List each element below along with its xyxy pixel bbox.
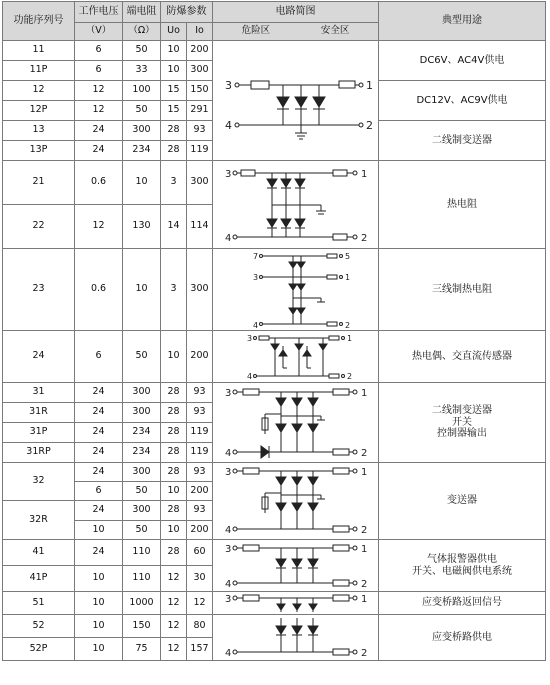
cell-voltage: 24 xyxy=(75,121,123,141)
table-row xyxy=(3,592,546,615)
circuit-g7-svg xyxy=(221,541,371,591)
cell-uo: 12 xyxy=(161,566,187,592)
cell-resist: 50 xyxy=(123,521,161,540)
cell-uo: 15 xyxy=(161,81,187,101)
cell-voltage: 12 xyxy=(75,101,123,121)
terminal-label: 2 xyxy=(360,525,367,536)
circuit-diagram-g3 xyxy=(213,249,379,331)
cell-func-no: 11 xyxy=(3,41,75,61)
cell-resist: 300 xyxy=(123,383,161,403)
cell-uo: 12 xyxy=(161,592,187,615)
circuit-g9-svg xyxy=(221,616,371,660)
header-resist-unit: （Ω） xyxy=(123,23,161,41)
cell-io: 119 xyxy=(187,141,213,161)
cell-uo: 10 xyxy=(161,521,187,540)
cell-io: 200 xyxy=(187,521,213,540)
cell-io: 300 xyxy=(187,249,213,331)
cell-voltage: 12 xyxy=(75,81,123,101)
cell-resist: 300 xyxy=(123,463,161,482)
terminal-label: 4 xyxy=(224,647,231,659)
cell-resist: 300 xyxy=(123,501,161,521)
usage-g9: 应变桥路供电 xyxy=(379,615,546,661)
cell-uo: 12 xyxy=(161,638,187,661)
cell-io: 157 xyxy=(187,638,213,661)
circuit-g4-svg xyxy=(231,332,361,382)
cell-voltage: 24 xyxy=(75,540,123,566)
terminal-label: 4 xyxy=(224,118,232,132)
cell-func-no: 13 xyxy=(3,121,75,141)
cell-resist: 75 xyxy=(123,638,161,661)
terminal-label: 2 xyxy=(344,320,350,330)
table-row xyxy=(3,615,546,638)
header-voltage-unit: （V） xyxy=(75,23,123,41)
header-io: Io xyxy=(187,23,213,41)
cell-uo: 28 xyxy=(161,383,187,403)
usage-g7-line2: 开关、电磁阀供电系统 xyxy=(412,565,512,577)
cell-func-no: 41 xyxy=(3,540,75,566)
header-hazard: 危险区 xyxy=(241,25,271,37)
cell-resist: 150 xyxy=(123,615,161,638)
cell-voltage: 10 xyxy=(75,638,123,661)
terminal-label: 3 xyxy=(252,272,258,282)
cell-voltage: 24 xyxy=(75,463,123,482)
header-params: 防爆参数 xyxy=(161,2,213,23)
cell-func-no: 24 xyxy=(3,331,75,383)
cell-resist: 50 xyxy=(123,482,161,501)
terminal-label: 4 xyxy=(224,447,231,459)
barrier-spec-table xyxy=(2,1,546,661)
terminal-label: 2 xyxy=(346,371,352,381)
cell-resist: 10 xyxy=(123,249,161,331)
cell-uo: 12 xyxy=(161,615,187,638)
terminal-label: 4 xyxy=(224,525,231,536)
cell-uo: 10 xyxy=(161,41,187,61)
header-zones xyxy=(213,23,379,41)
cell-io: 93 xyxy=(187,403,213,423)
circuit-g8-svg xyxy=(221,592,371,614)
cell-uo: 28 xyxy=(161,443,187,463)
table-row xyxy=(3,41,546,61)
terminal-label: 2 xyxy=(360,447,367,459)
cell-voltage: 24 xyxy=(75,443,123,463)
cell-resist: 50 xyxy=(123,331,161,383)
table-row xyxy=(3,331,546,383)
usage-g5-line3: 控制器输出 xyxy=(437,428,487,440)
cell-uo: 14 xyxy=(161,205,187,249)
cell-voltage: 6 xyxy=(75,61,123,81)
terminal-label: 2 xyxy=(365,118,373,132)
header-voltage: 工作电压 xyxy=(75,2,123,23)
cell-io: 114 xyxy=(187,205,213,249)
cell-uo: 3 xyxy=(161,249,187,331)
table-row xyxy=(3,463,546,482)
cell-resist: 33 xyxy=(123,61,161,81)
usage-g4: 热电偶、交直流传感器 xyxy=(379,331,546,383)
terminal-label: 1 xyxy=(360,543,367,555)
terminal-label: 1 xyxy=(360,594,367,605)
terminal-label: 5 xyxy=(344,251,350,261)
terminal-label: 4 xyxy=(246,371,252,381)
cell-resist: 50 xyxy=(123,101,161,121)
circuit-g5-svg xyxy=(221,384,371,462)
cell-func-no: 13P xyxy=(3,141,75,161)
cell-func-no: 21 xyxy=(3,161,75,205)
cell-io: 119 xyxy=(187,443,213,463)
cell-voltage: 10 xyxy=(75,566,123,592)
cell-resist: 300 xyxy=(123,403,161,423)
cell-resist: 130 xyxy=(123,205,161,249)
cell-uo: 28 xyxy=(161,501,187,521)
cell-io: 60 xyxy=(187,540,213,566)
cell-resist: 1000 xyxy=(123,592,161,615)
cell-voltage: 12 xyxy=(75,205,123,249)
cell-voltage: 6 xyxy=(75,331,123,383)
usage-g6: 变送器 xyxy=(379,463,546,540)
cell-resist: 234 xyxy=(123,443,161,463)
header-resist: 端电阻 xyxy=(123,2,161,23)
cell-resist: 234 xyxy=(123,423,161,443)
circuit-g1-svg xyxy=(221,51,371,151)
circuit-g3-svg xyxy=(231,250,361,330)
circuit-diagram-g2 xyxy=(213,161,379,249)
cell-io: 200 xyxy=(187,331,213,383)
cell-voltage: 10 xyxy=(75,615,123,638)
terminal-label: 1 xyxy=(360,387,367,399)
header-safe: 安全区 xyxy=(320,25,350,37)
cell-voltage: 24 xyxy=(75,403,123,423)
cell-uo: 28 xyxy=(161,540,187,566)
cell-voltage: 0.6 xyxy=(75,249,123,331)
header-uo: Uo xyxy=(161,23,187,41)
terminal-label: 3 xyxy=(224,594,231,605)
circuit-diagram-g4 xyxy=(213,331,379,383)
terminal-label: 2 xyxy=(360,578,367,590)
cell-resist: 10 xyxy=(123,161,161,205)
cell-io: 93 xyxy=(187,121,213,141)
cell-voltage: 0.6 xyxy=(75,161,123,205)
usage-g7-line1: 气体报警器供电 xyxy=(427,554,497,565)
cell-func-no: 31P xyxy=(3,423,75,443)
usage-g2: 热电阻 xyxy=(379,161,546,249)
terminal-label: 4 xyxy=(224,578,231,590)
usage-g5-line1: 二线制变送器 xyxy=(432,405,492,417)
cell-resist: 234 xyxy=(123,141,161,161)
table-row xyxy=(3,540,546,566)
cell-uo: 28 xyxy=(161,463,187,482)
cell-voltage: 6 xyxy=(75,41,123,61)
circuit-diagram-g1 xyxy=(213,41,379,161)
cell-io: 150 xyxy=(187,81,213,101)
terminal-label: 1 xyxy=(344,272,350,282)
cell-io: 93 xyxy=(187,463,213,482)
cell-io: 291 xyxy=(187,101,213,121)
cell-func-no: 11P xyxy=(3,61,75,81)
circuit-g2-svg xyxy=(221,163,371,247)
terminal-label: 1 xyxy=(360,467,367,478)
cell-io: 93 xyxy=(187,501,213,521)
circuit-diagram-g5 xyxy=(213,383,379,463)
terminal-label: 2 xyxy=(360,232,367,244)
cell-func-no: 52 xyxy=(3,615,75,638)
usage-g5 xyxy=(379,383,546,463)
terminal-label: 4 xyxy=(252,320,258,330)
cell-func-no: 31RP xyxy=(3,443,75,463)
cell-io: 300 xyxy=(187,161,213,205)
cell-uo: 28 xyxy=(161,423,187,443)
cell-uo: 10 xyxy=(161,61,187,81)
cell-voltage: 10 xyxy=(75,521,123,540)
usage-g1c: 二线制变送器 xyxy=(379,121,546,161)
cell-func-no: 32 xyxy=(3,463,75,501)
header-usage: 典型用途 xyxy=(379,2,546,41)
circuit-diagram-g8 xyxy=(213,592,379,615)
table-row xyxy=(3,383,546,403)
terminal-label: 3 xyxy=(224,543,231,555)
cell-io: 30 xyxy=(187,566,213,592)
cell-uo: 28 xyxy=(161,403,187,423)
cell-func-no: 41P xyxy=(3,566,75,592)
cell-func-no: 23 xyxy=(3,249,75,331)
terminal-label: 1 xyxy=(365,78,373,92)
cell-func-no: 22 xyxy=(3,205,75,249)
cell-io: 119 xyxy=(187,423,213,443)
cell-uo: 3 xyxy=(161,161,187,205)
terminal-label: 2 xyxy=(360,647,367,659)
cell-uo: 15 xyxy=(161,101,187,121)
cell-uo: 28 xyxy=(161,121,187,141)
cell-func-no: 52P xyxy=(3,638,75,661)
header-func-no: 功能序列号 xyxy=(3,2,75,41)
usage-g8: 应变桥路返回信号 xyxy=(379,592,546,615)
cell-voltage: 24 xyxy=(75,141,123,161)
usage-g7 xyxy=(379,540,546,592)
cell-io: 300 xyxy=(187,61,213,81)
cell-voltage: 24 xyxy=(75,383,123,403)
cell-io: 12 xyxy=(187,592,213,615)
cell-func-no: 12P xyxy=(3,101,75,121)
usage-g5-line2: 开关 xyxy=(452,416,472,428)
cell-resist: 50 xyxy=(123,41,161,61)
cell-uo: 28 xyxy=(161,141,187,161)
circuit-diagram-g9 xyxy=(213,615,379,661)
cell-func-no: 12 xyxy=(3,81,75,101)
cell-voltage: 24 xyxy=(75,423,123,443)
cell-io: 200 xyxy=(187,482,213,501)
cell-resist: 110 xyxy=(123,540,161,566)
table-row xyxy=(3,161,546,205)
cell-func-no: 51 xyxy=(3,592,75,615)
circuit-g6-svg xyxy=(221,463,371,539)
terminal-label: 1 xyxy=(360,168,367,180)
cell-uo: 10 xyxy=(161,331,187,383)
cell-resist: 100 xyxy=(123,81,161,101)
table-row xyxy=(3,249,546,331)
terminal-label: 4 xyxy=(224,232,231,244)
terminal-label: 3 xyxy=(224,467,231,478)
terminal-label: 3 xyxy=(224,387,231,399)
usage-g3: 三线制热电阻 xyxy=(379,249,546,331)
cell-io: 93 xyxy=(187,383,213,403)
cell-io: 80 xyxy=(187,615,213,638)
header-circuit: 电路简图 xyxy=(213,2,379,23)
terminal-label: 3 xyxy=(224,168,231,180)
terminal-label: 3 xyxy=(224,78,232,92)
cell-uo: 10 xyxy=(161,482,187,501)
terminal-label: 3 xyxy=(246,333,252,343)
cell-resist: 110 xyxy=(123,566,161,592)
cell-voltage: 24 xyxy=(75,501,123,521)
cell-func-no: 31R xyxy=(3,403,75,423)
usage-g1b: DC12V、AC9V供电 xyxy=(379,81,546,121)
terminal-label: 7 xyxy=(252,251,258,261)
cell-func-no: 32R xyxy=(3,501,75,540)
circuit-diagram-g7 xyxy=(213,540,379,592)
cell-voltage: 6 xyxy=(75,482,123,501)
cell-func-no: 31 xyxy=(3,383,75,403)
usage-g1a: DC6V、AC4V供电 xyxy=(379,41,546,81)
terminal-label: 1 xyxy=(346,333,352,343)
cell-io: 200 xyxy=(187,41,213,61)
circuit-diagram-g6 xyxy=(213,463,379,540)
cell-voltage: 10 xyxy=(75,592,123,615)
cell-resist: 300 xyxy=(123,121,161,141)
